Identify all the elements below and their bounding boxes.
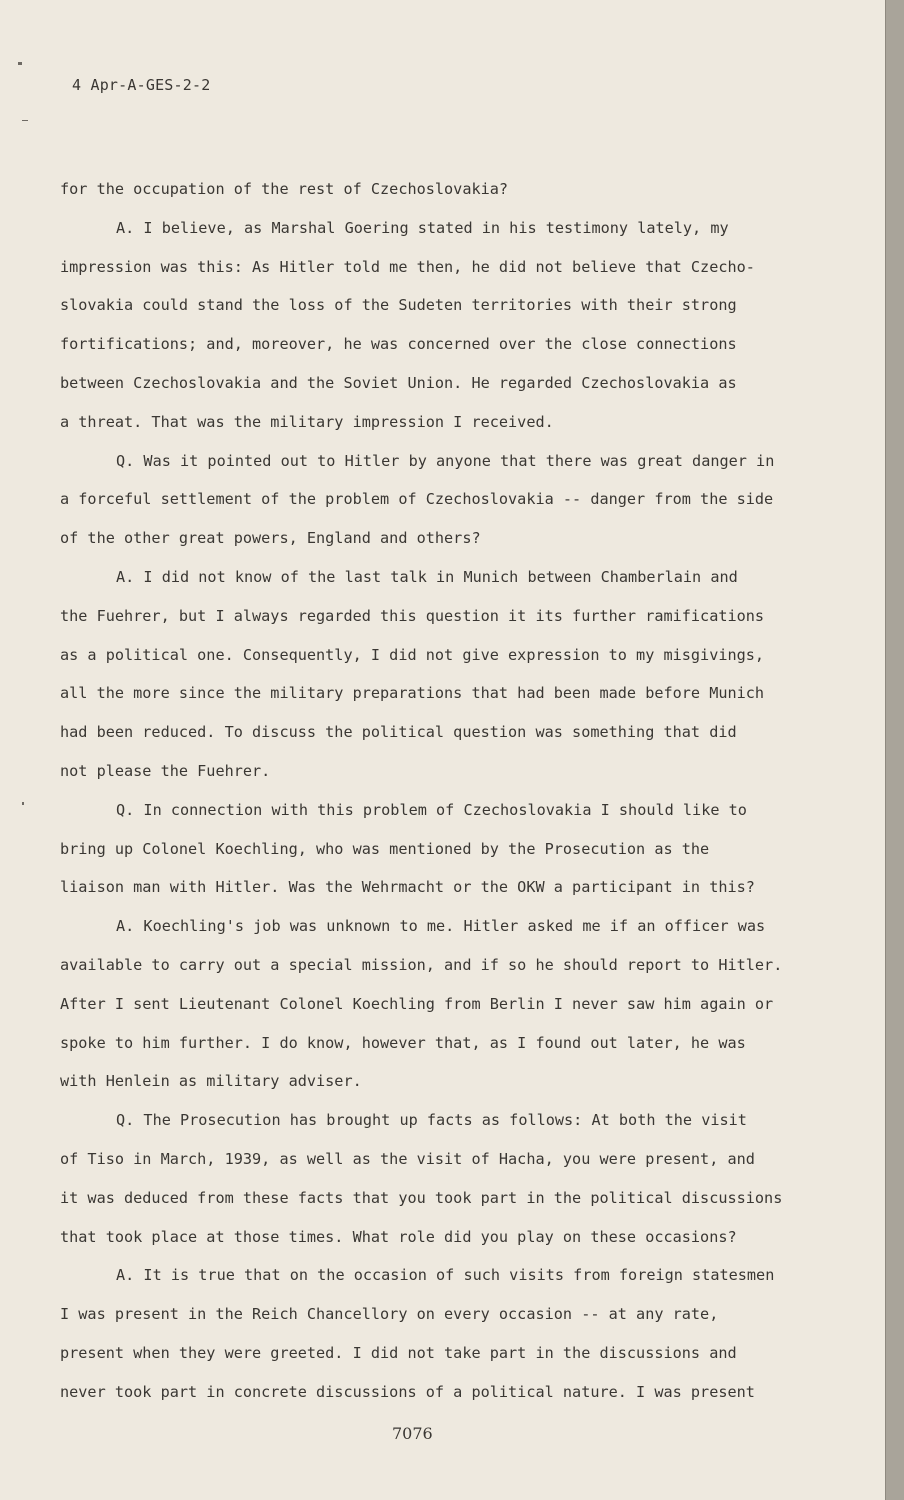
text-line: it was deduced from these facts that you took part in the political discussions [60,1188,783,1207]
margin-mark [22,120,28,121]
text-line: a threat. That was the military impression I received. [60,412,554,431]
text-line: as a political one. Consequently, I did not give expression to my misgivings, [60,645,765,664]
text-line: available to carry out a special mission, and if so he should report to Hitler. [60,955,783,974]
text-line: I was present in the Reich Chancellory on every occasion -- at any rate, [60,1305,719,1324]
text-line: the Fuehrer, but I always regarded this question it its further ramifications [60,606,765,625]
text-line: of Tiso in March, 1939, as well as the visit of Hacha, you were present, and [60,1149,755,1168]
text-line: between Czechoslovakia and the Soviet Union. He regarded Czechoslovakia as [60,373,737,392]
text-line: a forceful settlement of the problem of Czechoslovakia -- danger from the side [60,490,774,509]
text-line: liaison man with Hitler. Was the Wehrmacht or the OKW a participant in this? [60,878,755,897]
text-line: A. I did not know of the last talk in Munich between Chamberlain and [116,567,738,586]
text-line: A. It is true that on the occasion of such visits from foreign statesmen [116,1266,775,1285]
margin-mark [22,802,24,805]
text-line: of the other great powers, England and others? [60,529,481,548]
text-line: spoke to him further. I do know, however that, as I found out later, he was [60,1033,746,1052]
text-line: A. Koechling's job was unknown to me. Hitler asked me if an officer was [116,917,766,936]
text-line: Q. In connection with this problem of Czechoslovakia I should like to [116,800,747,819]
text-line: all the more since the military preparations that had been made before Munich [60,684,765,703]
text-line: fortifications; and, moreover, he was concerned over the close connections [60,335,737,354]
text-line: never took part in concrete discussions of a political nature. I was present [60,1382,755,1401]
text-line: impression was this: As Hitler told me then, he did not believe that Czecho- [60,257,755,276]
text-line: After I sent Lieutenant Colonel Koechling from Berlin I never saw him again or [60,994,774,1013]
page-number: 7076 [392,1424,433,1443]
testimony-text [60,170,830,1412]
text-line: Q. The Prosecution has brought up facts as follows: At both the visit [116,1111,747,1130]
text-line: for the occupation of the rest of Czechoslovakia? [60,180,509,198]
document-reference: 4 Apr-A-GES-2-2 [72,76,211,94]
text-line: slovakia could stand the loss of the Sudeten territories with their strong [60,296,737,315]
text-line: with Henlein as military adviser. [60,1072,362,1091]
text-line: present when they were greeted. I did not take part in the discussions and [60,1343,737,1362]
text-line: Q. Was it pointed out to Hitler by anyone that there was great danger in [116,451,775,470]
margin-mark [18,62,22,65]
text-line: that took place at those times. What role did you play on these occasions? [60,1227,737,1246]
page-edge [885,0,904,1500]
text-line: bring up Colonel Koechling, who was mentioned by the Prosecution as the [60,839,710,858]
text-line: not please the Fuehrer. [60,761,271,780]
text-line: had been reduced. To discuss the political question was something that did [60,723,737,742]
text-line: A. I believe, as Marshal Goering stated in his testimony lately, my [116,218,729,237]
